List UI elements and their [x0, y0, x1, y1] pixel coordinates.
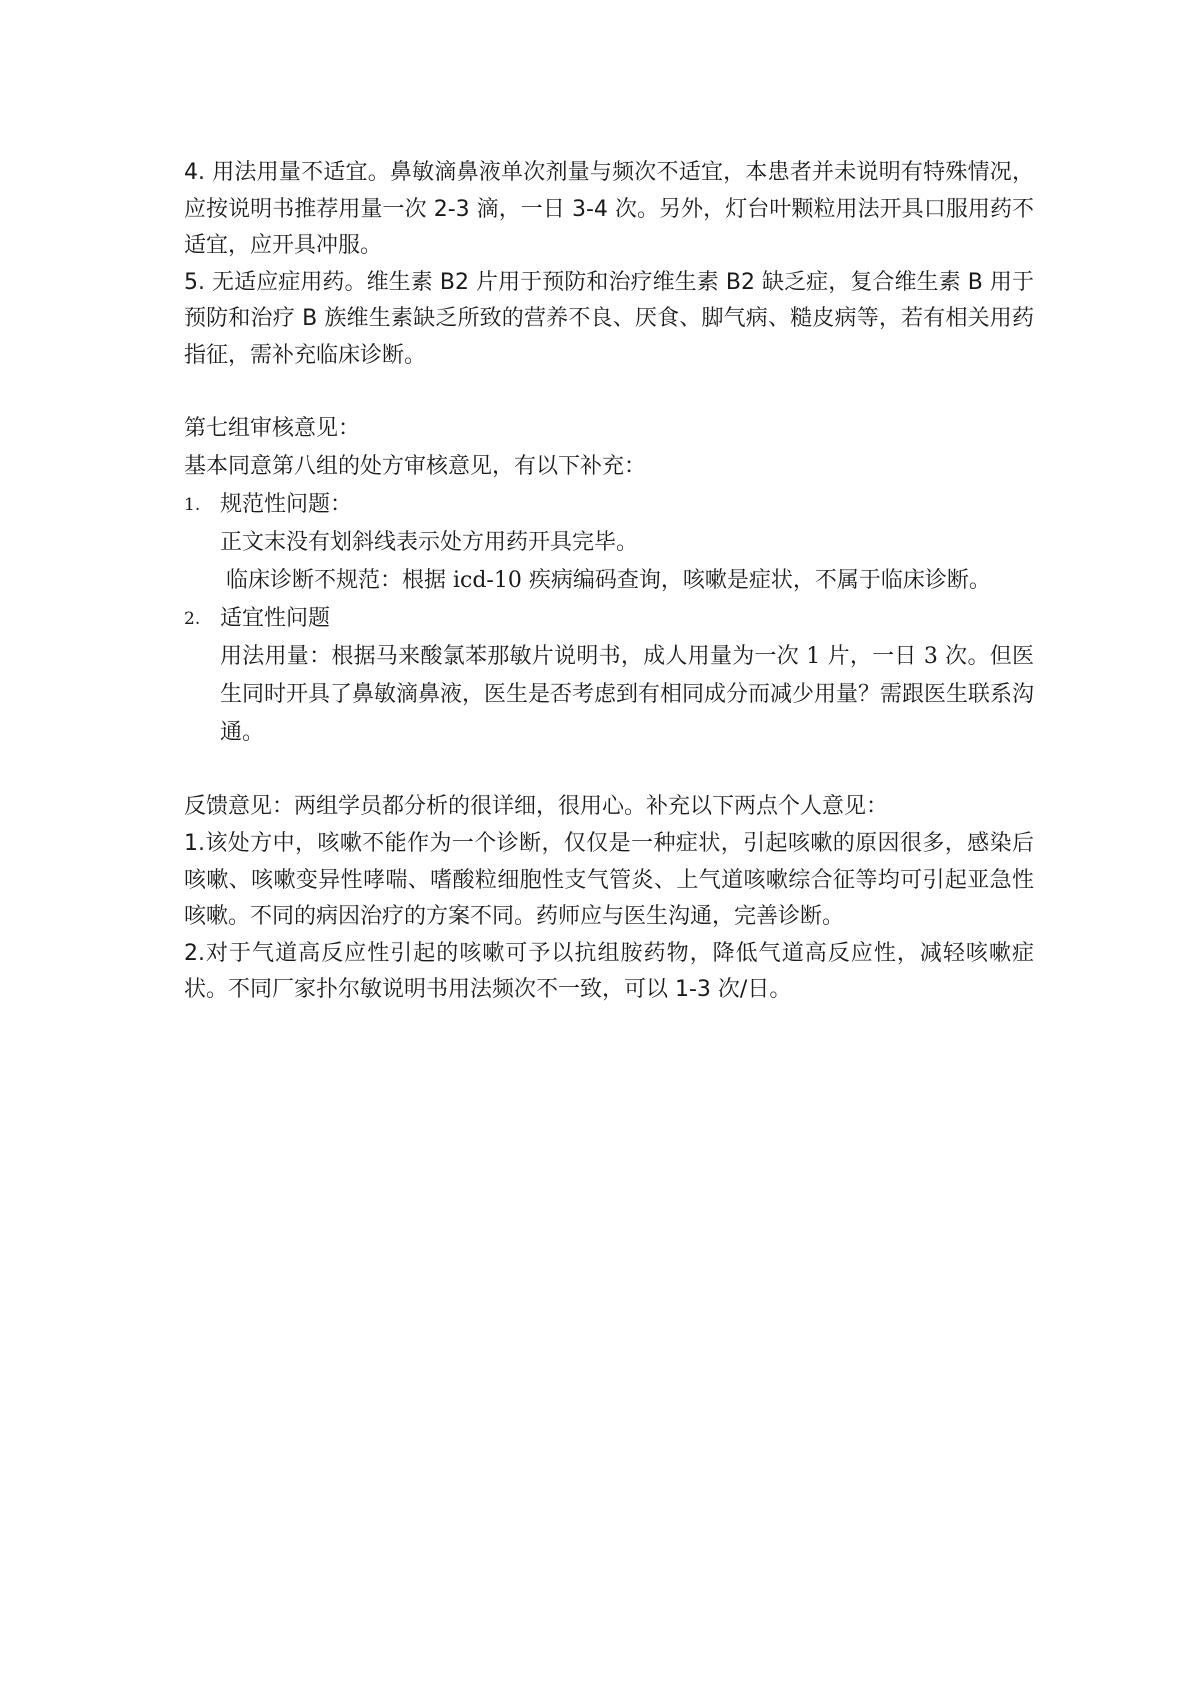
normative-issue-1: 正文末没有划斜线表示处方用药开具完毕。 [220, 530, 639, 555]
feedback-point-1: 1.该处方中，咳嗽不能作为一个诊断，仅仅是一种症状，引起咳嗽的原因很多，感染后咳嗽、咳嗽变异性哮喘、嗜酸粒细胞性支气管炎、上气道咳嗽综合征等均可引起亚急性咳嗽。不同的病因治疗的方案不同。药师应与医生沟通，完善诊断。 [184, 831, 1034, 929]
feedback-point-2: 2.对于气道高反应性引起的咳嗽可予以抗组胺药物，降低气道高反应性，减轻咳嗽症状。不同厂家扑尔敏说明书用法频次不一致，可以 1-3 次/日。 [184, 940, 1034, 1002]
normative-issue-2: 临床诊断不规范：根据 icd-10 疾病编码查询，咳嗽是症状，不属于临床诊断。 [226, 568, 991, 593]
appropriateness-body: 用法用量：根据马来酸氯苯那敏片说明书，成人用量为一次 1 片，一日 3 次。但医生同时开具了鼻敏滴鼻液，医生是否考虑到有相同成分而减少用量？需跟医生联系沟通。 [220, 644, 1035, 745]
group-seven-intro: 基本同意第八组的处方审核意见，有以下补充： [184, 454, 647, 479]
list-number: 1. [184, 495, 201, 515]
document-body [184, 155, 1034, 1009]
paragraph-item-5: 5. 无适应症用药。维生素 B2 片用于预防和治疗维生素 B2 缺乏症，复合维生素 B 用于预防和治疗 B 族维生素缺乏所致的营养不良、厌食、脚气病、糙皮病等，若有相关用药指征，需补充临床诊断。 [184, 269, 1034, 368]
feedback-heading: 反馈意见：两组学员都分析的很详细，很用心。补充以下两点个人意见： [184, 794, 889, 819]
list-item-title: 规范性问题： [220, 492, 353, 517]
list-number: 2. [184, 609, 201, 629]
paragraph-gap [184, 752, 1034, 788]
group-seven-heading: 第七组审核意见： [184, 416, 361, 441]
list-item-appropriateness [184, 600, 1034, 638]
list-item-title: 适宜性问题 [220, 606, 331, 631]
list-item-normative [184, 486, 1034, 524]
paragraph-gap [184, 374, 1034, 410]
paragraph-item-4: 4. 用法用量不适宜。鼻敏滴鼻液单次剂量与频次不适宜，本患者并未说明有特殊情况，应按说明书推荐用量一次 2-3 滴，一日 3-4 次。另外，灯台叶颗粒用法开具口服用药不适宜，应开具冲服。 [184, 160, 1034, 258]
